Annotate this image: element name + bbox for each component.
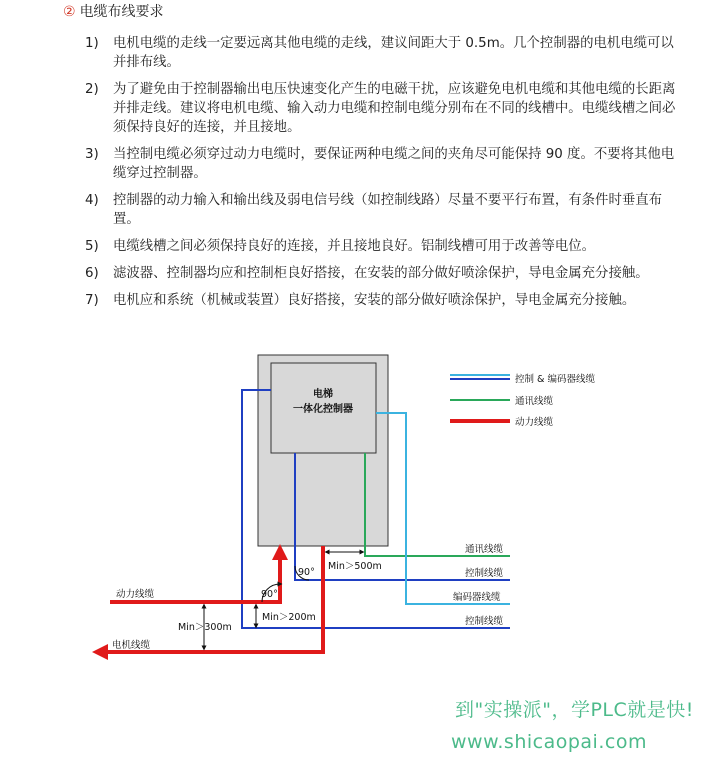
watermark-url: www.shicaopai.com — [451, 731, 647, 753]
list-item — [85, 34, 685, 72]
item-text: 电缆线槽之间必须保持良好的连接，并且接地良好。铝制线槽可用于改善等电位。 — [113, 239, 596, 254]
min500-label: Min＞500m — [328, 561, 382, 572]
angle90-a-label: 90° — [298, 567, 315, 578]
section-title: 电缆布线要求 — [79, 4, 164, 20]
list-item — [85, 191, 685, 229]
control-cable-1-label: 控制线缆 — [465, 568, 504, 579]
cable-routing-diagram — [0, 345, 705, 675]
item-number: 6) — [85, 266, 99, 281]
requirements-list — [85, 34, 685, 318]
list-item — [85, 291, 685, 310]
legend-control-label: 控制 & 编码器线缆 — [515, 374, 595, 385]
item-number: 5) — [85, 239, 99, 254]
item-number: 2) — [85, 82, 99, 97]
list-item — [85, 264, 685, 283]
angle90-b-label: 90° — [261, 589, 278, 600]
power-cable-label: 动力线缆 — [116, 589, 155, 600]
item-number: 4) — [85, 193, 99, 208]
watermark-slogan: 到"实操派"，学PLC就是快! — [455, 699, 694, 721]
controller-label-line2: 一体化控制器 — [293, 404, 353, 415]
item-text: 为了避免由于控制器输出电压快速变化产生的电磁干扰，应该避免电机电缆和其他电缆的长距离并排走线。建议将电机电缆、输入动力电缆和控制电缆分别布在不同的线槽中。电缆线槽之间必须保持良好的连接，并且接地。 — [113, 82, 676, 135]
section-heading — [63, 2, 164, 22]
encoder-cable-label: 编码器线缆 — [453, 592, 501, 603]
item-text: 电机应和系统（机械或装置）良好搭接，安装的部分做好喷涂保护，导电金属充分接触。 — [113, 293, 636, 308]
item-text: 电机电缆的走线一定要远离其他电缆的走线，建议间距大于 0.5m。几个控制器的电机电缆可以并排布线。 — [113, 36, 674, 70]
item-number: 7) — [85, 293, 99, 308]
controller-label-line1: 电梯 — [313, 389, 333, 400]
min300-label: Min＞300m — [178, 622, 232, 633]
item-text: 滤波器、控制器均应和控制柜良好搭接，在安装的部分做好喷涂保护，导电金属充分接触。 — [113, 266, 649, 281]
comm-cable-label: 通讯线缆 — [465, 544, 504, 555]
legend-comm-label: 通讯线缆 — [515, 396, 554, 407]
list-item — [85, 80, 685, 137]
control-cable-2-label: 控制线缆 — [465, 616, 504, 627]
list-item — [85, 145, 685, 183]
motor-cable-label: 电机线缆 — [112, 640, 151, 651]
item-text: 当控制电缆必须穿过动力电缆时，要保证两种电缆之间的夹角尽可能保持 90 度。不要将其他电缆穿过控制器。 — [113, 147, 675, 181]
min200-label: Min＞200m — [262, 612, 316, 623]
item-number: 3) — [85, 147, 99, 162]
item-number: 1) — [85, 36, 99, 51]
list-item — [85, 237, 685, 256]
item-text: 控制器的动力输入和输出线及弱电信号线（如控制线路）尽量不要平行布置，有条件时垂直布置。 — [113, 193, 663, 227]
section-number: ② — [63, 4, 76, 20]
legend-power-label: 动力线缆 — [515, 417, 554, 428]
